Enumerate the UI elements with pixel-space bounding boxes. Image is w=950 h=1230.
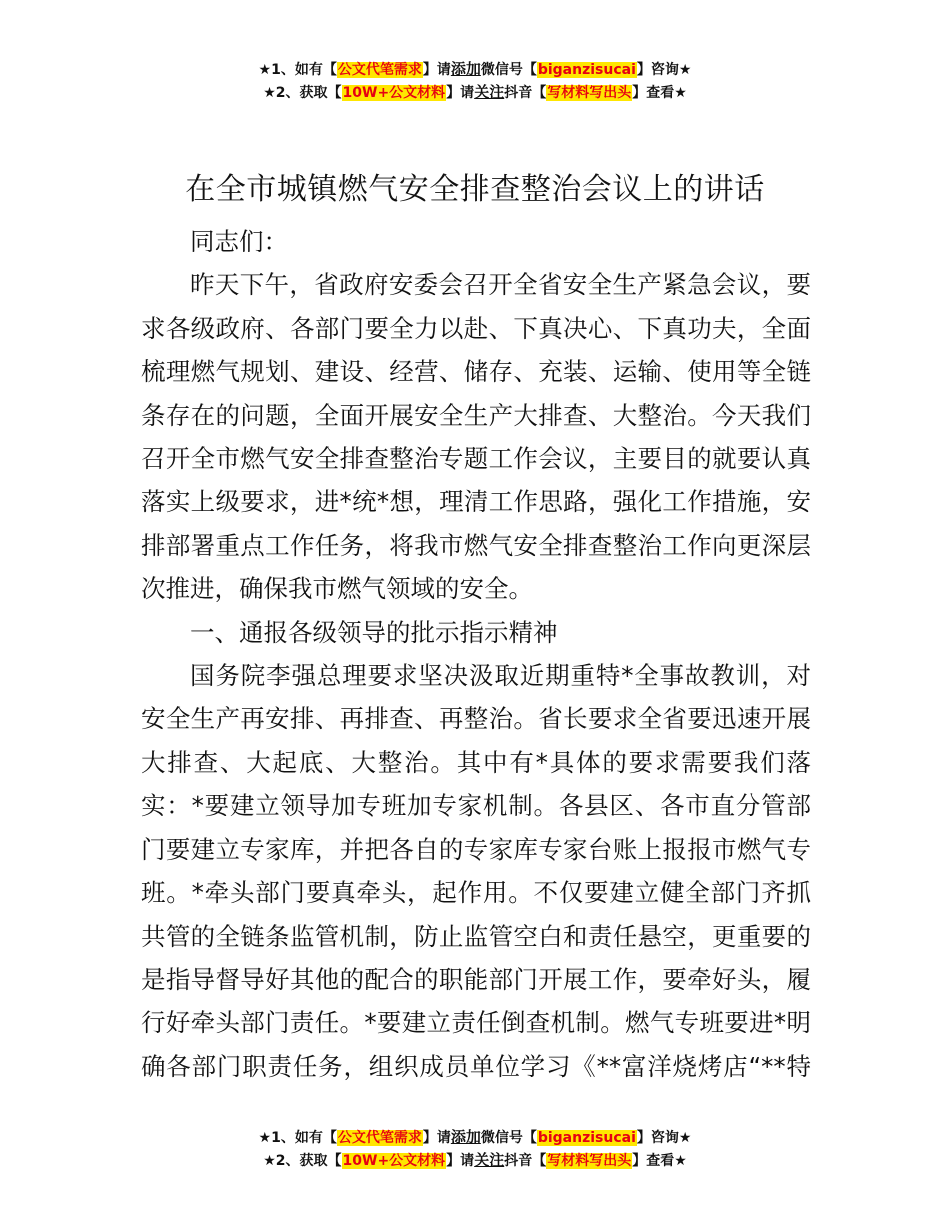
salutation: 同志们： — [190, 227, 288, 256]
document-body — [141, 220, 811, 1088]
banner-line-2 — [0, 81, 950, 104]
highlight-wechat-id: biganzisucai — [537, 1130, 636, 1146]
banner-line-2 — [0, 1149, 950, 1172]
footer-banner — [0, 1126, 950, 1172]
paragraph-instructions: 国务院李强总理要求坚决汲取近期重特*全事故教训，对安全生产再安排、再排查、再整治。省长要求全省要迅速开展大排查、大起底、大整治。其中有*具体的要求需要我们落实：*要建立领导加专班加专家机制。各县区、各市直分管部门要建立专家库，并把各自的专家库专家台账上报报市燃气专班。*牵头部门要真牵头，起作用。不仅要建立健全部门齐抓共管的全链条监管机制，防止监管空白和责任悬空，更重要的是指导督导好其他的配合的职能部门开展工作，要牵好头，履行好牵头部门责任。*要建立责任倒查机制。燃气专班要进*明确各部门职责任务，组织成员单位学习《**富洋烧烤店“**特 — [141, 661, 811, 1081]
banner-line-1 — [0, 58, 950, 81]
highlight-douyin-id: 写材料写出头 — [547, 85, 632, 101]
banner-text: ★2、获取【 — [263, 85, 342, 101]
highlight-wechat-id: biganzisucai — [537, 62, 636, 78]
banner-line-1 — [0, 1126, 950, 1149]
emphasis-follow: 关注 — [474, 1151, 505, 1169]
paragraph-intro: 昨天下午，省政府安委会召开全省安全生产紧急会议，要求各级政府、各部门要全力以赴、下真决心、下真功夫，全面梳理燃气规划、建设、经营、储存、充装、运输、使用等全链条存在的问题，全面开展安全生产大排查、大整治。今天我们召开全市燃气安全排查整治专题工作会议，主要目的就要认真落实上级要求，进*统*想，理清工作思路，强化工作措施，安排部署重点工作任务，将我市燃气安全排查整治工作向更深层次推进，确保我市燃气领域的安全。 — [141, 270, 811, 604]
banner-text: ★1、如有【 — [258, 1130, 337, 1146]
emphasis-add: 添加 — [450, 60, 481, 78]
highlight-materials: 10W+公文材料 — [342, 85, 446, 101]
banner-text: 】请 — [446, 1153, 475, 1169]
banner-text: 】请 — [422, 1130, 451, 1146]
highlight-materials: 10W+公文材料 — [342, 1153, 446, 1169]
highlight-service: 公文代笔需求 — [337, 62, 422, 78]
banner-text: 】请 — [446, 85, 475, 101]
banner-text: 微信号【 — [480, 62, 537, 78]
emphasis-follow: 关注 — [474, 83, 505, 101]
banner-text: 】咨询★ — [636, 1130, 692, 1146]
banner-text: 】查看★ — [632, 1153, 687, 1169]
banner-text: ★2、获取【 — [263, 1153, 342, 1169]
highlight-douyin-id: 写材料写出头 — [547, 1153, 632, 1169]
banner-text: 】查看★ — [632, 85, 687, 101]
banner-text: 微信号【 — [480, 1130, 537, 1146]
section-heading: 一、通报各级领导的批示指示精神 — [190, 617, 558, 647]
highlight-service: 公文代笔需求 — [337, 1130, 422, 1146]
header-banner — [0, 58, 950, 104]
banner-text: 抖音【 — [504, 85, 547, 101]
emphasis-add: 添加 — [450, 1128, 481, 1146]
document-title: 在全市城镇燃气安全排查整治会议上的讲话 — [185, 172, 765, 207]
banner-text: 】请 — [422, 62, 451, 78]
banner-text: 】咨询★ — [636, 62, 692, 78]
banner-text: 抖音【 — [504, 1153, 547, 1169]
banner-text: ★1、如有【 — [258, 62, 337, 78]
